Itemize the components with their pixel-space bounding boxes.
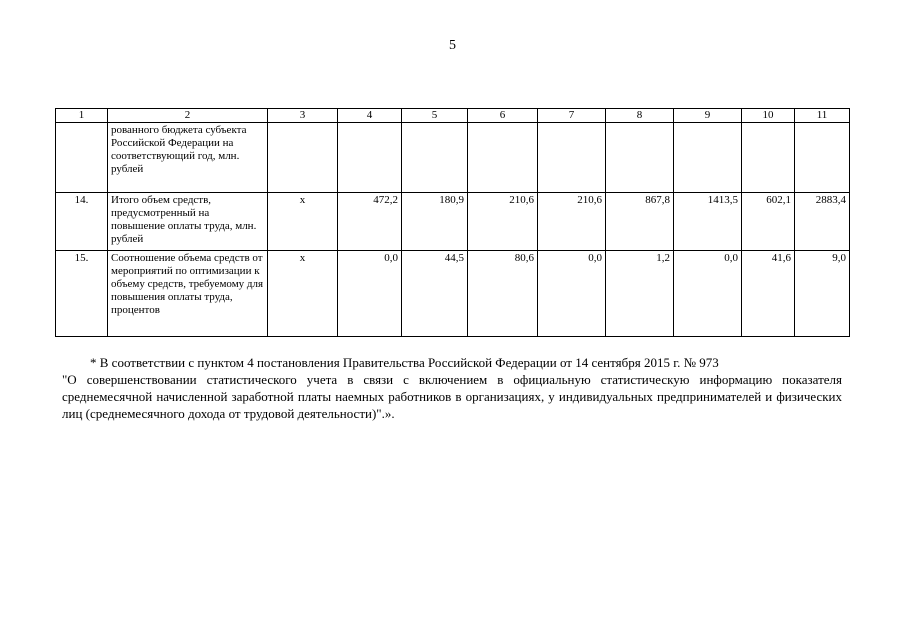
table-cell: 1413,5: [674, 193, 742, 251]
table-cell: [538, 123, 606, 193]
table-cell: [338, 123, 402, 193]
table-cell: [742, 123, 795, 193]
table-cell: [674, 123, 742, 193]
table-cell: 44,5: [402, 251, 468, 337]
column-header: 8: [606, 109, 674, 123]
table-cell: 210,6: [538, 193, 606, 251]
table-cell: 41,6: [742, 251, 795, 337]
row-label: Итого объем средств, предусмотренный на повышение оплаты труда, млн. рублей: [108, 193, 268, 251]
table-row: [56, 251, 850, 337]
table-cell: 867,8: [606, 193, 674, 251]
column-header: 1: [56, 109, 108, 123]
table-cell: [795, 123, 850, 193]
header-row: [56, 109, 850, 123]
column-header: 5: [402, 109, 468, 123]
column-header: 10: [742, 109, 795, 123]
row-index: 15.: [56, 251, 108, 337]
table-cell: 0,0: [538, 251, 606, 337]
column-header: 9: [674, 109, 742, 123]
column-header: 7: [538, 109, 606, 123]
table-cell: 1,2: [606, 251, 674, 337]
row-label: Соотношение объема средств от мероприятий по оптимизации к объему средств, требуемому для повышения оплаты труда, процентов: [108, 251, 268, 337]
table-cell: 602,1: [742, 193, 795, 251]
footnote: [62, 354, 842, 422]
table-cell: [56, 123, 108, 193]
table-row: [56, 193, 850, 251]
table-row-continuation: [56, 123, 850, 193]
table-cell: [606, 123, 674, 193]
footnote-first-line: * В соответствии с пунктом 4 постановления Правительства Российской Федерации от 14 сентября 2015 г. № 973: [90, 355, 719, 370]
column-header: 3: [268, 109, 338, 123]
table-cell: 472,2: [338, 193, 402, 251]
data-table: [55, 108, 850, 337]
table-cell: x: [268, 193, 338, 251]
table-cell: [468, 123, 538, 193]
table-cell: 0,0: [674, 251, 742, 337]
column-header: 4: [338, 109, 402, 123]
page-number: 5: [449, 38, 456, 53]
table-cell: [268, 123, 338, 193]
table-cell: x: [268, 251, 338, 337]
footnote-body: "О совершенствовании статистического учета в связи с включением в официальную статистическую информацию показателя среднемесячной начисленной заработной платы наемных работников в организациях, у индивидуальных предпринимателей и физических лиц (среднемесячного дохода от трудовой деятельности)".».: [62, 372, 842, 421]
row-index: 14.: [56, 193, 108, 251]
row-label: рованного бюджета субъекта Российской Федерации на соответствующий год, млн. рублей: [108, 123, 268, 193]
table-cell: 180,9: [402, 193, 468, 251]
column-header: 6: [468, 109, 538, 123]
column-header: 2: [108, 109, 268, 123]
table-cell: 9,0: [795, 251, 850, 337]
table-cell: 2883,4: [795, 193, 850, 251]
table-cell: 0,0: [338, 251, 402, 337]
table-cell: [402, 123, 468, 193]
table-cell: 80,6: [468, 251, 538, 337]
column-header: 11: [795, 109, 850, 123]
table-cell: 210,6: [468, 193, 538, 251]
